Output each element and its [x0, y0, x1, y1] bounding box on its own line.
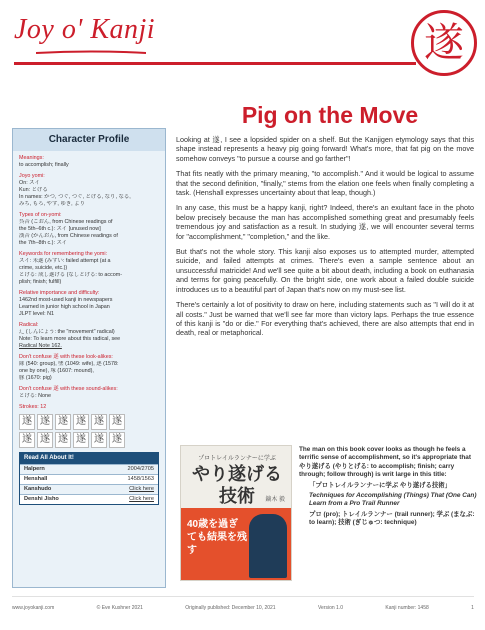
stroke-step: 遂 [37, 414, 53, 430]
stroke-step: 遂 [109, 414, 125, 430]
source-value: 1458/1563 [127, 476, 154, 482]
stroke-step: 遂 [73, 414, 89, 430]
stroke-step: 遂 [91, 414, 107, 430]
meanings-section [19, 155, 159, 169]
table-row [20, 464, 158, 474]
sound-alikes-label: Don't confuse 遂 with these sound-alikes: [19, 386, 118, 392]
on-yomi: On: スイ [19, 180, 40, 186]
read-all-about-it-table [19, 452, 159, 505]
article-paragraph: In any case, this must be a happy kanji, right? Indeed, there's an exultant face in the photo below precisely because the man has accomplished something great and presumably feels tremendous joy and satisfaction as a result. In studying 遂, we will encounter several terms for "accomplishment," "completion," and the like. [176, 203, 474, 241]
keywords-section [19, 251, 159, 286]
radical-line-1: ⻌ (しんにょう: the "movement" radical) [19, 329, 115, 335]
featured-kanji: 遂 [424, 20, 464, 66]
radical-note-link[interactable]: Radical Note 162. [19, 343, 62, 349]
caption-english-title: Techniques for Accomplishing (Things) That (One Can) Learn from a Pro Trail Runner [309, 492, 477, 508]
stroke-step: 遂 [19, 414, 35, 430]
meanings-value: to accomplish; finally [19, 162, 69, 168]
name-readings-2: みち, もろ, やす, ゆき, より [19, 201, 85, 207]
header-rule [14, 62, 416, 65]
book-band-text: 40歳を過ぎても結果を残す [187, 519, 247, 556]
importance-line-1: 1462nd most-used kanji in newspapers [19, 297, 113, 303]
keywords-label: Keywords for remembering the yomi: [19, 251, 108, 257]
logo-text: Joy o' Kanji [14, 14, 156, 45]
keyword-line-1: スイ: 未遂 (みすい: failed attempt (at a [19, 258, 111, 264]
runner-figure [249, 514, 287, 578]
joyo-yomi-label: Joyo yomi: [19, 173, 45, 179]
on-yomi-types-section [19, 212, 159, 247]
denshi-jisho-link[interactable]: Click here [129, 496, 154, 502]
kanji-number: Kanji number: 1458 [385, 604, 429, 611]
sidebar-heading: Character Profile [13, 129, 165, 151]
stroke-step: 遂 [19, 432, 35, 448]
table-row [20, 484, 158, 494]
book-cover-image[interactable] [180, 445, 292, 581]
sound-alikes-line-1: とげる: None [19, 393, 52, 399]
article-title: Pig on the Move [241, 102, 419, 128]
page-footer [12, 596, 474, 618]
look-alikes-label: Don't confuse 遂 with these look-alikes: [19, 354, 113, 360]
article-paragraph: There's certainly a lot of positivity to draw on here, including statements such as "I will do it at all costs." Just be warned that we'll see far more than victory laps. Perhaps the true essence of this kanji is "do or die." For everything that's achieved, there are also attempts that end in death, real or metaphorical. [176, 300, 474, 338]
types-line-1: 呉音 (ごおん, from Chinese readings of [19, 219, 113, 225]
look-alikes-line-2: one by one), 塚 (1607: mound), [19, 368, 94, 374]
keyword-line-3: とげる: 成し遂げる (なしとげる: to accom- [19, 272, 123, 278]
kun-yomi: Kun: とげる [19, 187, 48, 193]
types-label: Types of on-yomi: [19, 212, 62, 218]
stroke-step: 遂 [109, 432, 125, 448]
joyo-kanji-logo[interactable] [14, 14, 164, 58]
book-title-line-2: 技術 [219, 486, 255, 506]
types-line-2: the 5th–6th c.): スイ [unused now] [19, 226, 101, 232]
importance-label: Relative importance and difficulty: [19, 290, 100, 296]
stroke-step: 遂 [37, 432, 53, 448]
stroke-step: 遂 [73, 432, 89, 448]
keyword-line-2: crime, suicide, etc.)) [19, 265, 68, 271]
strokes-label: Strokes: 12 [19, 404, 47, 410]
sound-alikes-section [19, 386, 159, 400]
article-paragraph: But that's not the whole story. This kanji also exposes us to attempted murder, attempted suicide, and failed attempts at crimes. There's even a sample sentence about an unsuccessful matricide! And we'll see quite a bit about death, including a book on euthanasia and terms for going peacefully. On the bright side, one work about a failed double suicide introduces us to a beautiful part of Japan that's now on my must-see list. [176, 247, 474, 294]
radical-line-2: Note: To learn more about this radical, see [19, 336, 121, 342]
table-row [20, 474, 158, 484]
read-all-heading: Read All About It! [20, 453, 158, 464]
featured-kanji-badge [411, 10, 477, 76]
stroke-step: 遂 [91, 432, 107, 448]
strokes-section [19, 404, 159, 448]
article-paragraph: That fits neatly with the primary meaning, "to accomplish." And it would be logical to assume that the second definition, "finally," stems from the elation one feels when finally completing a task. (Henshall expresses uncertainty about that leap, though.) [176, 169, 474, 198]
book-title-line-1: やり遂げる [192, 464, 282, 484]
look-alikes-line-3: 豚 (1670: pig) [19, 375, 52, 381]
joyo-yomi-section [19, 173, 159, 208]
radical-section [19, 322, 159, 350]
book-author: 鏑木 毅 [265, 497, 285, 503]
stroke-order-grid [19, 414, 159, 448]
radical-label: Radical: [19, 322, 39, 328]
meanings-label: Meanings: [19, 155, 44, 161]
book-caption [299, 446, 477, 530]
source-name: Halpern [24, 466, 45, 472]
source-name: Denshi Jisho [24, 496, 59, 502]
caption-glossary: プロ (pro); トレイルランナー (trail runner); 学ぶ (まなぶ: to learn); 技術 (ぎじゅつ: technique) [309, 510, 475, 527]
caption-intro: The man on this book cover looks as though he feels a terrific sense of accomplishment, so it's appropriate that やり遂げる (やりとげる: to accomplish; finish; carry through; follow through) is writ large in this title: [299, 446, 471, 479]
version: Version 1.0 [317, 604, 344, 611]
character-profile-sidebar [12, 128, 166, 588]
published-date: Originally published: December 10, 2021 [185, 604, 276, 611]
importance-line-3: JLPT level: N1 [19, 311, 54, 317]
importance-section [19, 290, 159, 318]
source-value: 2004/2705 [127, 466, 154, 472]
stroke-step: 遂 [55, 414, 71, 430]
page-number: 1 [471, 604, 474, 611]
article-paragraph: Looking at 遂, I see a lopsided spider on a shelf. But the Kanjigen etymology says that this shape instead represents a heavy pig going forward! What's more, that fat pig on the move somehow conveys "to pursue a course and go farther"! [176, 135, 474, 163]
article-body [176, 135, 474, 344]
table-row [20, 494, 158, 504]
source-name: Henshall [24, 476, 48, 482]
look-alikes-line-1: 隊 (540: group), 墜 (1049: wife), 逐 (1578: [19, 361, 119, 367]
name-readings-1: In names: かつ, つぐ, つぐ, とげる, なり, なる, [19, 194, 131, 200]
book-photo-band [181, 508, 292, 581]
caption-japanese-title: 「プロトレイルランナーに学ぶ やり遂げる技術」 [309, 481, 452, 489]
source-name: Kanshudo [24, 486, 52, 492]
types-line-4: the 7th–8th c.): スイ [19, 240, 68, 246]
stroke-step: 遂 [55, 432, 71, 448]
logo-brush-stroke [36, 50, 146, 55]
copyright: © Eve Kushner 2021 [96, 604, 143, 611]
types-line-3: 漢音 (かんおん, from Chinese readings of [19, 233, 118, 239]
look-alikes-section [19, 354, 159, 382]
keyword-line-4: plish; finish; fulfill) [19, 279, 62, 285]
site-link[interactable]: www.joyokanji.com [12, 604, 55, 611]
book-subtitle: プロトレイルランナーに学ぶ [198, 456, 276, 462]
importance-line-2: Learned in junior high school in Japan [19, 304, 110, 310]
kanshudo-link[interactable]: Click here [129, 486, 154, 492]
